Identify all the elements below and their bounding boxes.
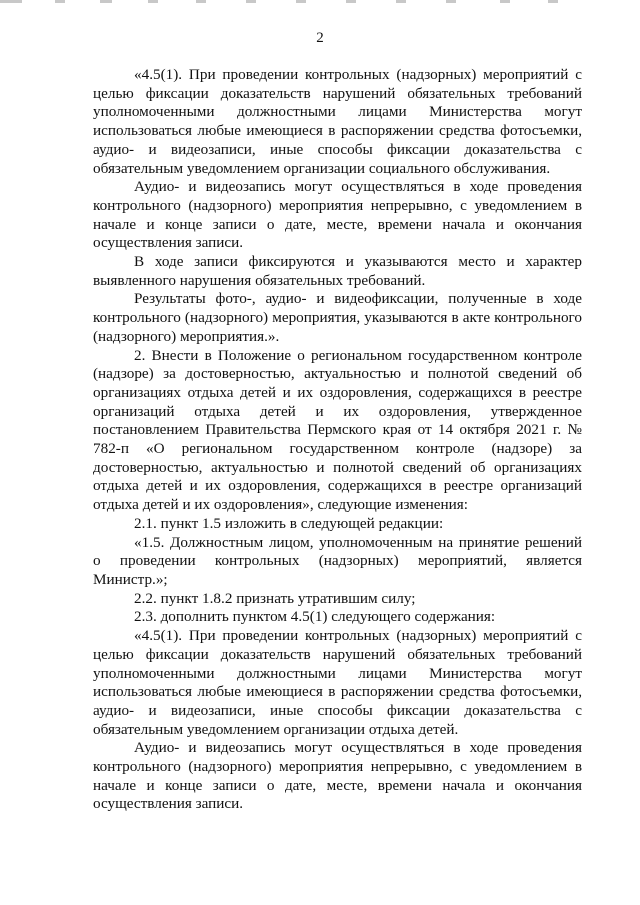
paragraph-item-1-5: «1.5. Должностным лицом, уполномоченным на принятие решений о проведении контрольных (надзорных) мероприятий, является Министр.»; (93, 533, 582, 588)
paragraph-item-2: 2. Внести в Положение о региональном государственном контроле (надзоре) за достоверностью, актуальностью и полнотой сведений об организациях отдыха детей и их оздоровления, содержащихся в реестре организаций отдыха детей и их оздоровления, утвержденное постановлением Правительства Пермского края от 14 октября 2021 г. № 782-п «О региональном государственном контроле (надзоре) за достоверностью, актуальностью и полнотой сведений об организациях отдыха детей и их оздоровления, содержащихся в реестре организаций отдыха детей и их оздоровления», следующие изменения: (93, 346, 582, 514)
scan-edge-marks (0, 0, 640, 8)
paragraph-fixation-results: Результаты фото-, аудио- и видеофиксации, полученные в ходе контрольного (надзорного) мероприятия, указываются в акте контрольного (надзорного) мероприятия.». (93, 290, 582, 345)
paragraph-item-2-2: 2.2. пункт 1.8.2 признать утратившим силу; (134, 589, 416, 607)
paragraph-audio-video-recording: Аудио- и видеозапись могут осуществляться в ходе проведения контрольного (надзорного) мероприятия непрерывно, с уведомлением в начале и конце записи о дате, месте, времени начала и окончания осуществления записи. (93, 178, 582, 252)
paragraph-audio-video-recording-2: Аудио- и видеозапись могут осуществляться в ходе проведения контрольного (надзорного) мероприятия непрерывно, с уведомлением в начале и конце записи о дате, месте, времени начала и окончания осуществления записи. (93, 739, 582, 813)
paragraph-4-5-1-social: «4.5(1). При проведении контрольных (надзорных) мероприятий с целью фиксации доказательств нарушений обязательных требований уполномоченными должностными лицами Министерства могут использоваться любые имеющиеся в распоряжении средства фотосъемки, аудио- и видеозаписи, иные способы фиксации доказательства с обязательным уведомлением организации социального обслуживания. (93, 66, 582, 177)
document-body (93, 66, 582, 814)
paragraph-item-2-1: 2.1. пункт 1.5 изложить в следующей редакции: (134, 514, 444, 532)
paragraph-4-5-1-children: «4.5(1). При проведении контрольных (надзорных) мероприятий с целью фиксации доказательств нарушений обязательных требований уполномоченными должностными лицами Министерства могут использоваться любые имеющиеся в распоряжении средства фотосъемки, аудио- и видеозаписи, иные способы фиксации доказательства с обязательным уведомлением организации отдыха детей. (93, 627, 582, 738)
paragraph-recording-details: В ходе записи фиксируются и указываются место и характер выявленного нарушения обязательных требований. (93, 253, 582, 289)
paragraph-item-2-3: 2.3. дополнить пунктом 4.5(1) следующего содержания: (134, 608, 496, 626)
page-number: 2 (316, 30, 324, 46)
